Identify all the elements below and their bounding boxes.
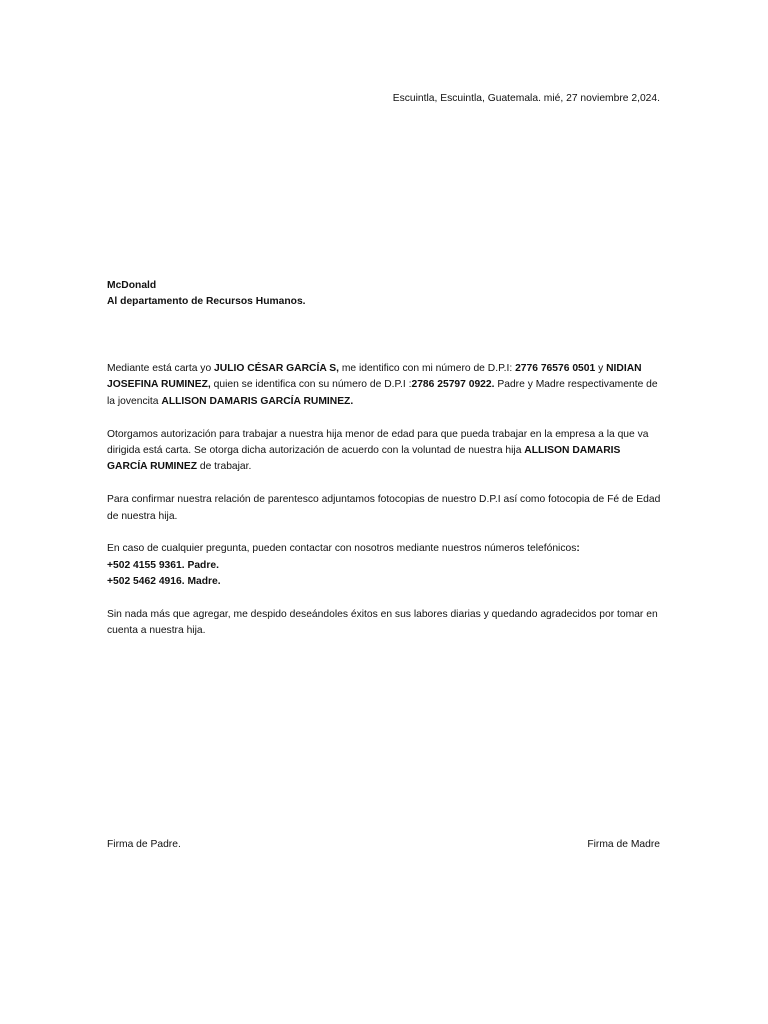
father-name: JULIO CÉSAR GARCÍA S, bbox=[214, 363, 339, 374]
letter-body bbox=[107, 361, 663, 656]
paragraph-closing: Sin nada más que agregar, me despido deseándoles éxitos en sus labores diarias y quedando agradecidos por tomar en cuenta a nuestra hija. bbox=[107, 609, 658, 637]
signature-mother: Firma de Madre bbox=[587, 839, 660, 850]
date-line: Escuintla, Escuintla, Guatemala. mié, 27 noviembre 2,024. bbox=[392, 93, 660, 104]
addressee-company: McDonald bbox=[107, 280, 157, 291]
addressee-block bbox=[107, 278, 306, 311]
contact-colon: : bbox=[576, 543, 580, 555]
phone-father: +502 4155 9361. Padre. bbox=[107, 559, 219, 571]
mother-dpi: 2786 25797 0922. bbox=[411, 379, 495, 391]
mother-name: NIDIAN JOSEFINA RUMINEZ, bbox=[107, 363, 642, 391]
p1-text-2: me identifico con mi número de D.P.I: bbox=[338, 363, 516, 374]
paragraph-identification bbox=[107, 361, 663, 410]
daughter-name: ALLISON DAMARIS GARCÍA RUMINEZ. bbox=[161, 395, 354, 407]
signature-father: Firma de Padre. bbox=[107, 839, 181, 850]
phone-mother: +502 5462 4916. Madre. bbox=[107, 576, 221, 588]
p1-text-1: Mediante está carta yo bbox=[107, 363, 215, 374]
contact-intro: En caso de cualquier pregunta, pueden contactar con nosotros mediante nuestros números telefónicos bbox=[107, 543, 577, 555]
p2-text-2: de trabajar. bbox=[197, 461, 252, 473]
addressee-department: Al departamento de Recursos Humanos. bbox=[107, 296, 306, 308]
daughter-name-2: ALLISON DAMARIS GARCÍA RUMINEZ bbox=[107, 445, 621, 473]
p1-text-3: y bbox=[595, 363, 607, 374]
father-dpi: 2776 76576 0501 bbox=[515, 363, 596, 374]
p2-text-1: Otorgamos autorización para trabajar a nuestra hija menor de edad para que pueda trabajar en la empresa a la que va dirigida está carta. Se otorga dicha autorización de acuerdo con la voluntad de nuestra hija bbox=[107, 428, 649, 457]
p1-text-5: Padre y Madre respectivamente de la jovencita bbox=[107, 379, 658, 407]
paragraph-authorization bbox=[107, 427, 663, 476]
paragraph-contact bbox=[107, 541, 663, 590]
paragraph-documents: Para confirmar nuestra relación de parentesco adjuntamos fotocopias de nuestro D.P.I así como fotocopia de Fé de Edad de nuestra hija. bbox=[107, 494, 661, 522]
p1-text-4: quien se identifica con su número de D.P.I : bbox=[210, 379, 412, 391]
